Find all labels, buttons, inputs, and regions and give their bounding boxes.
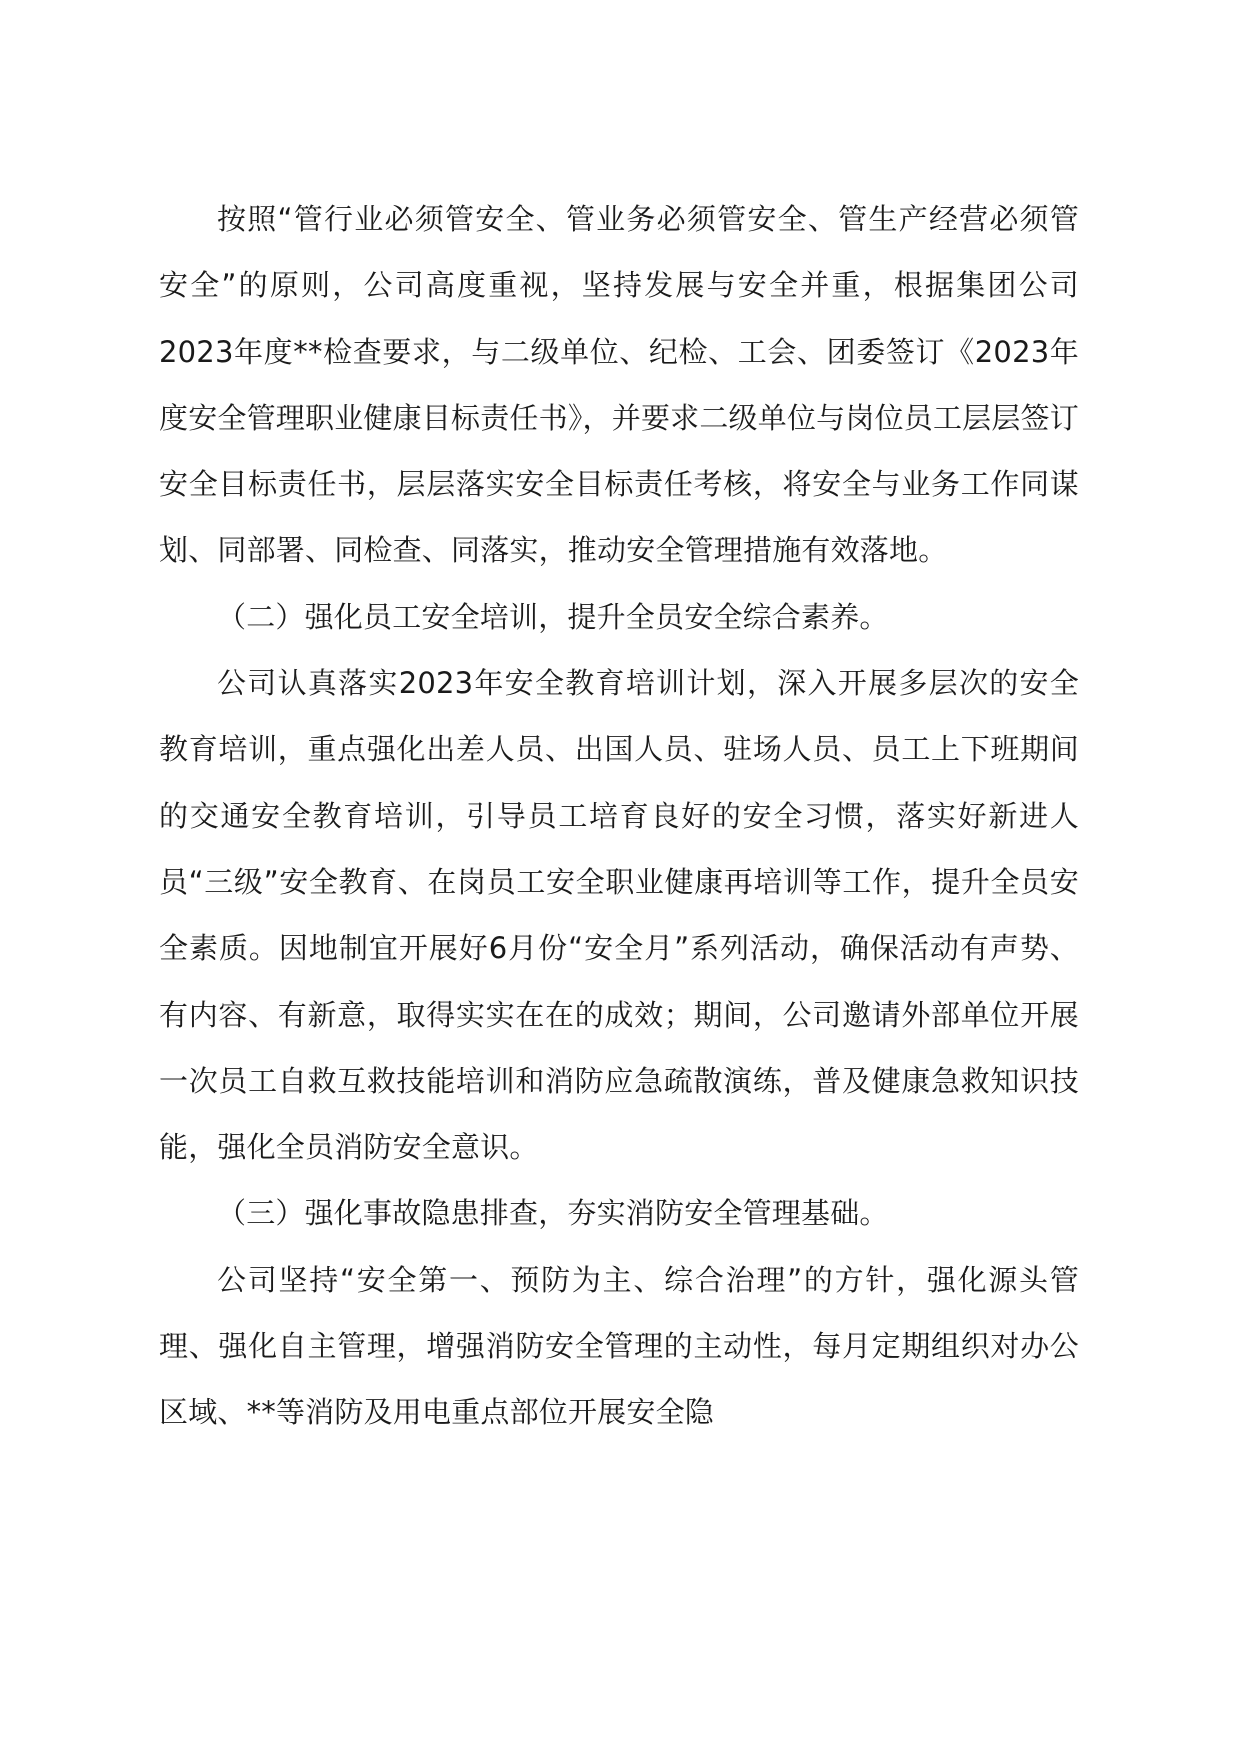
paragraph-responsibility: 按照“管行业必须管安全、管业务必须管安全、管生产经营必须管安全”的原则，公司高度重视，坚持发展与安全并重，根据集团公司2023年度**检查要求，与二级单位、纪检、工会、团委签订《2023年度安全管理职业健康目标责任书》，并要求二级单位与岗位员工层层签订安全目标责任书，层层落实安全目标责任考核，将安全与业务工作同谋划、同部署、同检查、同落实，推动安全管理措施有效落地。 xyxy=(159,202,1079,568)
document-body xyxy=(159,186,1079,1446)
section-heading-training: （二）强化员工安全培训，提升全员安全综合素养。 xyxy=(217,599,889,634)
paragraph-hazard-inspection: 公司坚持“安全第一、预防为主、综合治理”的方针，强化源头管理、强化自主管理，增强消防安全管理的主动性，每月定期组织对办公区域、**等消防及用电重点部位开展安全隐 xyxy=(159,1262,1079,1430)
paragraph-training: 公司认真落实2023年安全教育培训计划，深入开展多层次的安全教育培训，重点强化出差人员、出国人员、驻场人员、员工上下班期间的交通安全教育培训，引导员工培育良好的安全习惯，落实好新进人员“三级”安全教育、在岗员工安全职业健康再培训等工作，提升全员安全素质。因地制宜开展好6月份“安全月”系列活动，确保活动有声势、有内容、有新意，取得实实在在的成效；期间，公司邀请外部单位开展一次员工自救互救技能培训和消防应急疏散演练，普及健康急救知识技能，强化全员消防安全意识。 xyxy=(159,666,1079,1165)
section-heading-hazard-inspection: （三）强化事故隐患排查，夯实消防安全管理基础。 xyxy=(217,1196,889,1231)
